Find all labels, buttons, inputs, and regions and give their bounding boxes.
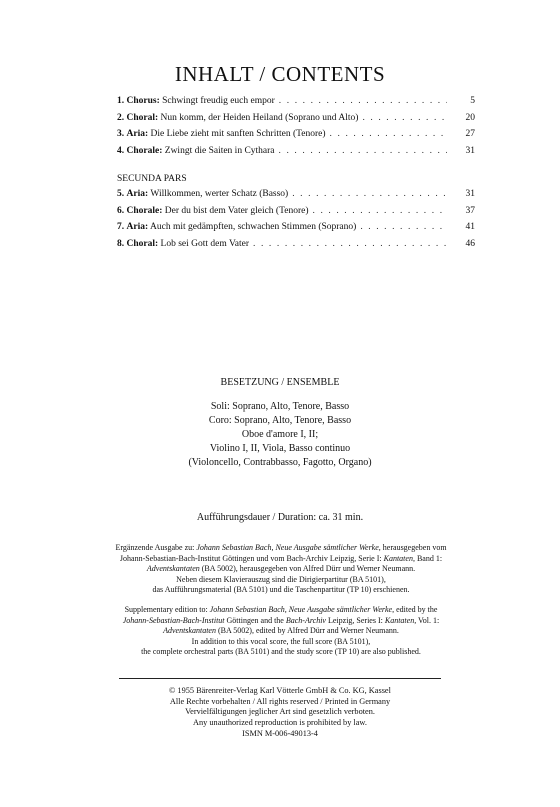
note-text: Kantaten <box>383 553 413 563</box>
note-text: Johann Sebastian Bach, Neue Ausgabe sämtlicher Werke <box>209 605 393 614</box>
dot-leader <box>360 222 447 232</box>
edition-note-english <box>100 605 462 658</box>
note-text: Göttingen and the <box>224 615 286 625</box>
toc-type: Chorus <box>126 96 157 106</box>
toc-type: Chorale <box>126 205 160 216</box>
copyright-line: Any unauthorized reproduction is prohibited by law. <box>193 718 367 728</box>
ensemble-line: Coro: Soprano, Alto, Tenore, Basso <box>208 415 352 426</box>
note-text: In addition to this vocal score, the full score (BA 5101), <box>191 636 371 646</box>
note-text: , herausgegeben vom <box>378 543 447 552</box>
toc-number: 1. <box>117 96 125 106</box>
note-text: , Band 1: <box>412 553 443 563</box>
note-text: das Aufführungsmaterial (BA 5101) und die Taschenpartitur (TP 10) erschienen. <box>152 585 410 595</box>
toc-number: 7. <box>117 222 125 232</box>
dot-leader <box>330 129 447 139</box>
note-text: the complete orchestral parts (BA 5101) and the study score (TP 10) are also published. <box>141 647 421 657</box>
edition-note-german <box>100 543 462 596</box>
toc-page: 41 <box>465 222 475 232</box>
ensemble-line: (Violoncello, Contrabbasso, Fagotto, Organo) <box>188 457 372 468</box>
toc-page: 5 <box>470 96 475 106</box>
toc-entry: 5. Aria: Willkommen, werter Schatz (Basso) . . . 31 <box>117 189 475 206</box>
toc-type: Aria <box>126 222 145 232</box>
toc-number: 8. <box>117 238 125 249</box>
copyright-line: © 1955 Bärenreiter-Verlag Karl Vötterle GmbH & Co. KG, Kassel <box>169 686 391 695</box>
toc-entry: 2. Choral: Nun komm, der Heiden Heiland (Soprano und Alto) . . . 20 <box>117 113 475 130</box>
toc-entry: 7. Aria: Auch mit gedämpften, schwachen Stimmen (Soprano) . . . 41 <box>117 222 475 239</box>
contents-list-secunda <box>117 189 475 255</box>
dot-leader <box>292 189 447 199</box>
toc-page: 31 <box>465 145 475 156</box>
ensemble-line: Soli: Soprano, Alto, Tenore, Basso <box>210 401 350 412</box>
toc-number: 4. <box>117 145 125 156</box>
toc-type: Choral <box>126 112 155 123</box>
ensemble-line: Violino I, II, Viola, Basso continuo <box>209 443 351 454</box>
note-text: Bach-Archiv <box>285 615 326 625</box>
toc-number: 6. <box>117 205 125 216</box>
toc-number: 2. <box>117 112 125 123</box>
toc-entry: 4. Chorale: Zwingt die Saiten in Cythara . . . 31 <box>117 146 475 163</box>
toc-title: Die Liebe zieht mit sanften Schritten (Tenore) <box>150 129 326 139</box>
toc-type: Chorale <box>126 145 160 156</box>
note-text: Kantaten <box>384 615 415 625</box>
note-text: Adventskantaten <box>163 626 216 636</box>
note-text: Adventskantaten <box>146 564 200 574</box>
page-title: INHALT / CONTENTS <box>174 62 386 86</box>
toc-page: 37 <box>465 205 475 216</box>
toc-title: Schwingt freudig euch empor <box>162 96 275 106</box>
contents-list <box>117 96 475 162</box>
note-text: Johann-Sebastian-Bach-Institut Göttingen und vom Bach-Archiv Leipzig, Serie I: <box>119 553 384 563</box>
dot-leader <box>362 113 447 123</box>
divider <box>119 678 441 679</box>
dot-leader <box>313 206 448 216</box>
note-text: Supplementary edition to: <box>124 605 210 614</box>
toc-entry: 1. Chorus: Schwingt freudig euch empor . . . 5 <box>117 96 475 113</box>
note-text: , edited by the <box>392 605 438 614</box>
dot-leader <box>279 146 447 156</box>
toc-number: 3. <box>117 129 125 139</box>
section-heading: SECUNDA PARS <box>117 174 187 184</box>
toc-title: Lob sei Gott dem Vater <box>160 238 250 249</box>
ensemble-heading: BESETZUNG / ENSEMBLE <box>220 377 340 388</box>
copyright-line: Alle Rechte vorbehalten / All rights reserved / Printed in Germany <box>169 696 391 706</box>
toc-page: 27 <box>465 129 475 139</box>
toc-type: Aria <box>126 129 145 139</box>
dot-leader <box>253 239 447 249</box>
note-text: Johann Sebastian Bach, Neue Ausgabe sämtlicher Werke <box>196 543 379 552</box>
toc-type: Choral <box>126 238 155 249</box>
ensemble-list <box>0 400 560 470</box>
copyright-line: Vervielfältigungen jeglicher Art sind gesetzlich verboten. <box>185 707 375 717</box>
note-text: , Vol. 1: <box>414 615 440 625</box>
toc-title: Auch mit gedämpften, schwachen Stimmen (Soprano) <box>150 222 357 232</box>
toc-number: 5. <box>117 189 125 199</box>
note-text: Leipzig, Series I: <box>325 615 385 625</box>
note-text: Ergänzende Ausgabe zu: <box>115 543 197 552</box>
copyright-line: ISMN M-006-49013-4 <box>242 728 318 738</box>
note-text: Neben diesem Klavierauszug sind die Dirigierpartitur (BA 5101), <box>176 574 386 584</box>
toc-page: 46 <box>465 238 475 249</box>
note-text: (BA 5002), edited by Alfred Dürr and Werner Neumann. <box>215 626 399 636</box>
toc-page: 20 <box>465 112 475 123</box>
toc-entry: 6. Chorale: Der du bist dem Vater gleich (Tenore) . . . 37 <box>117 206 475 223</box>
toc-title: Willkommen, werter Schatz (Basso) <box>150 189 289 199</box>
dot-leader <box>279 96 447 106</box>
ensemble-line: Oboe d'amore I, II; <box>241 429 319 440</box>
toc-entry: 3. Aria: Die Liebe zieht mit sanften Schritten (Tenore) . . . 27 <box>117 129 475 146</box>
toc-type: Aria <box>126 189 145 199</box>
copyright-block <box>0 686 560 740</box>
duration: Aufführungsdauer / Duration: ca. 31 min. <box>196 512 364 523</box>
toc-title: Der du bist dem Vater gleich (Tenore) <box>164 205 309 216</box>
toc-title: Zwingt die Saiten in Cythara <box>164 145 275 156</box>
toc-entry: 8. Choral: Lob sei Gott dem Vater . . . 46 <box>117 239 475 256</box>
toc-page: 31 <box>465 189 475 199</box>
note-text: Johann-Sebastian-Bach-Institut <box>122 615 225 625</box>
toc-title: Nun komm, der Heiden Heiland (Soprano und Alto) <box>160 112 359 123</box>
note-text: (BA 5002), herausgegeben von Alfred Dürr und Werner Neumann. <box>199 564 416 574</box>
